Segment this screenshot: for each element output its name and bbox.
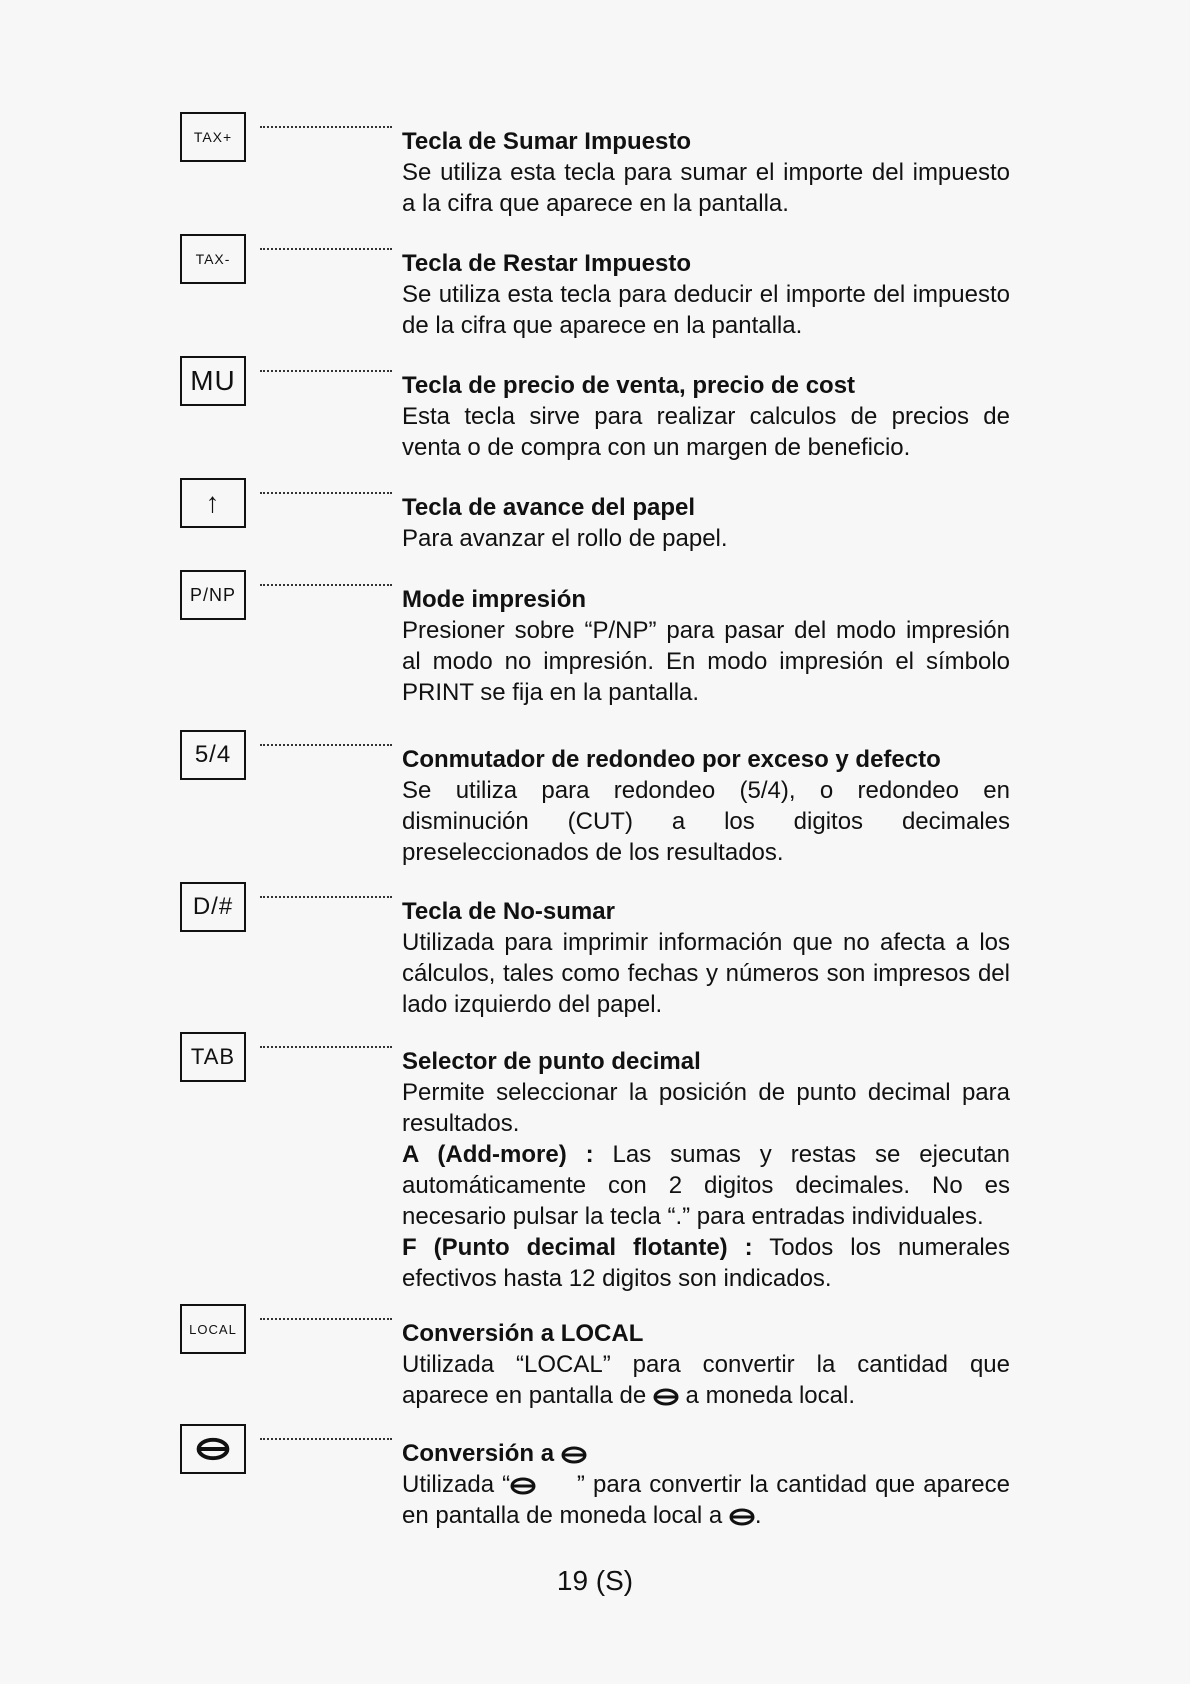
key-label: TAB xyxy=(190,1044,236,1069)
mu-key-icon xyxy=(180,356,246,406)
entry-description xyxy=(402,1318,1010,1411)
dotted-leader xyxy=(260,1318,392,1320)
dotted-leader xyxy=(260,744,392,746)
page-number: 19 (S) xyxy=(556,1565,634,1596)
entry-title: Tecla de Restar Impuesto xyxy=(402,250,691,277)
entry-description xyxy=(402,1046,1010,1294)
entry-description xyxy=(402,248,1010,341)
option-f-text: Todos los numerales efectivos hasta 12 digitos son indicados. xyxy=(402,1234,1011,1292)
euro-currency-icon xyxy=(510,1477,536,1495)
entry-description xyxy=(402,492,1010,554)
entry-body xyxy=(402,1349,1010,1411)
key-label: 5/4 xyxy=(194,741,232,768)
body-text: Utilizada “LOCAL” para convertir la cantidad que aparece en pantalla de xyxy=(402,1351,1010,1409)
entry-body: Para avanzar el rollo de papel. xyxy=(402,525,728,552)
dotted-leader xyxy=(260,248,392,250)
key-label: ↑ xyxy=(205,487,221,518)
entry-description xyxy=(402,126,1010,219)
dotted-leader xyxy=(260,1046,392,1048)
option-a-label: A (Add-more) : xyxy=(402,1141,594,1168)
key-label: D/# xyxy=(192,893,234,920)
euro-currency-icon xyxy=(729,1508,755,1526)
tax-minus-key-icon xyxy=(180,234,246,284)
key-label: LOCAL xyxy=(189,1321,237,1337)
dotted-leader xyxy=(260,1438,392,1440)
tax-plus-key-icon xyxy=(180,112,246,162)
key-label: TAX- xyxy=(195,251,231,267)
tab-key-icon xyxy=(180,1032,246,1082)
non-add-key-icon xyxy=(180,882,246,932)
dotted-leader xyxy=(260,492,392,494)
entry-body: Permite seleccionar la posición de punto decimal para resultados. xyxy=(402,1079,1010,1137)
option-a xyxy=(402,1139,1010,1232)
option-f xyxy=(402,1232,1010,1294)
key-label: P/NP xyxy=(189,585,236,605)
entry-title xyxy=(402,1438,1010,1469)
dotted-leader xyxy=(260,370,392,372)
entry-title: Tecla de No-sumar xyxy=(402,898,615,925)
entry-title: Tecla de avance del papel xyxy=(402,494,696,521)
entry-description xyxy=(402,370,1010,463)
key-label: MU xyxy=(190,365,236,396)
entry-body: Esta tecla sirve para realizar calculos de precios de venta o de compra con un margen de beneficio. xyxy=(402,403,1010,461)
euro-currency-icon xyxy=(196,1437,230,1461)
entry-description xyxy=(402,896,1010,1020)
dotted-leader xyxy=(260,584,392,586)
entry-title: Mode impresión xyxy=(402,586,587,613)
body-text: Utilizada “ xyxy=(402,1471,511,1498)
local-key-icon xyxy=(180,1304,246,1354)
entry-body: Se utiliza esta tecla para sumar el importe del impuesto a la cifra que aparece en la pantalla. xyxy=(402,159,1010,217)
entry-title: Conmutador de redondeo por exceso y defecto xyxy=(402,746,941,773)
dotted-leader xyxy=(260,896,392,898)
euro-currency-icon xyxy=(561,1446,587,1464)
entry-description xyxy=(402,1438,1010,1531)
key-label: TAX+ xyxy=(193,129,233,145)
paper-feed-arrow-up-icon xyxy=(180,478,246,528)
entry-description xyxy=(402,584,1010,708)
rounding-switch-key-icon xyxy=(180,730,246,780)
entry-body xyxy=(402,1469,1010,1531)
option-f-label: F (Punto decimal flotante) : xyxy=(402,1234,753,1261)
euro-key-icon xyxy=(180,1424,246,1474)
entry-body: Se utiliza para redondeo (5/4), o redondeo en disminución (CUT) a los digitos decimales preseleccionados de los resultados. xyxy=(402,777,1010,866)
entry-body: Utilizada para imprimir información que no afecta a los cálculos, tales como fechas y números son impresos del lado izquierdo del papel. xyxy=(402,929,1010,1018)
entry-body: Se utiliza esta tecla para deducir el importe del impuesto de la cifra que aparece en la pantalla. xyxy=(402,281,1010,339)
entry-description xyxy=(402,744,1010,868)
entry-title: Tecla de Sumar Impuesto xyxy=(402,128,691,155)
body-text: . xyxy=(754,1502,762,1529)
title-text: Conversión a xyxy=(402,1440,555,1467)
option-a-text: Las sumas y restas se ejecutan automáticamente con 2 digitos decimales. No es necesario pulsar la tecla “.” para entradas individuales. xyxy=(402,1141,1010,1230)
print-nonprint-key-icon xyxy=(180,570,246,620)
body-text: ” para convertir la cantidad que aparece en pantalla de moneda local a xyxy=(402,1471,1011,1529)
entry-title: Conversión a LOCAL xyxy=(402,1320,644,1347)
dotted-leader xyxy=(260,126,392,128)
entry-title: Tecla de precio de venta, precio de cost xyxy=(402,372,856,399)
body-text: a moneda local. xyxy=(685,1382,855,1409)
euro-currency-icon xyxy=(653,1388,679,1406)
entry-title: Selector de punto decimal xyxy=(402,1048,701,1075)
entry-body: Presioner sobre “P/NP” para pasar del modo impresión al modo no impresión. En modo impresión el símbolo PRINT se fija en la pantalla. xyxy=(402,617,1010,706)
